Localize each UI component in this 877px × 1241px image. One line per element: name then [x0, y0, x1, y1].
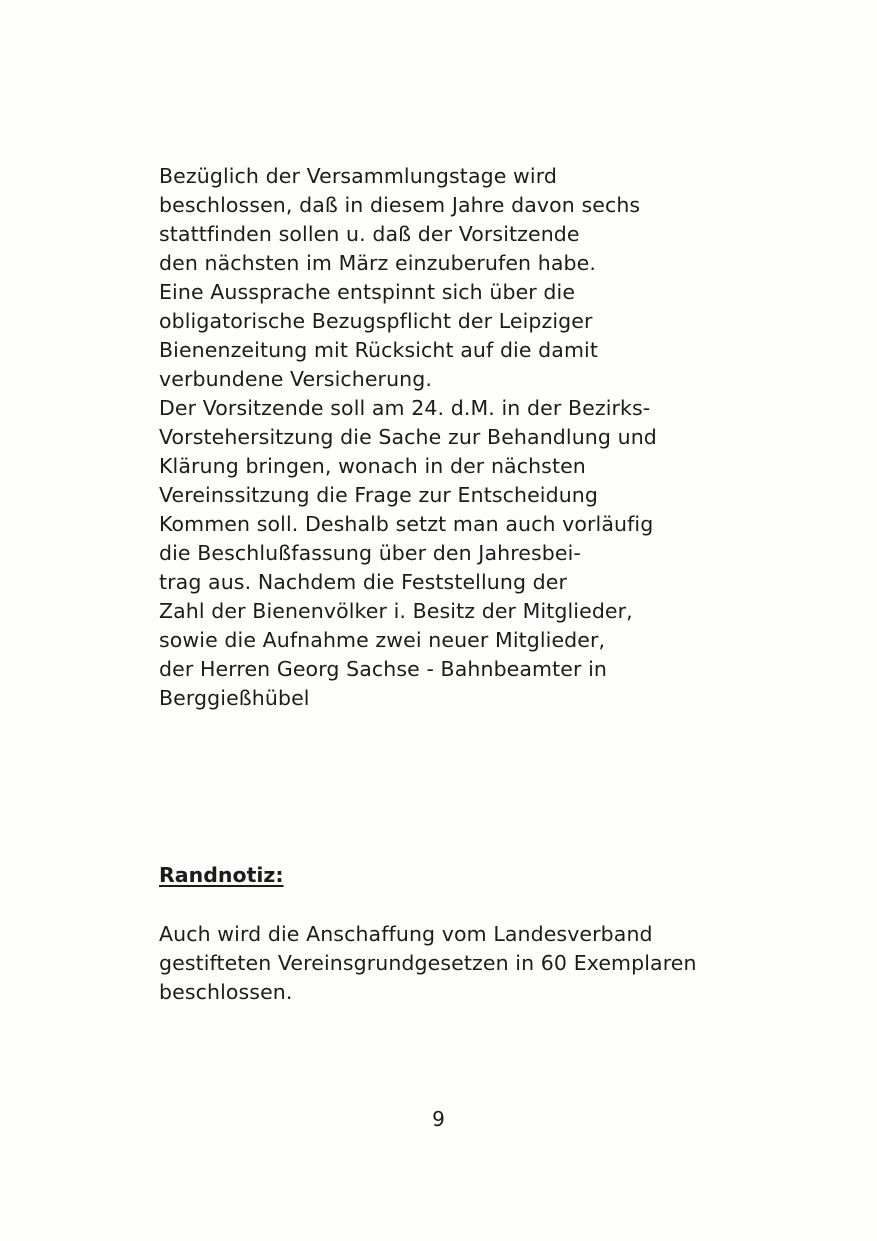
body-line: Kommen soll. Deshalb setzt man auch vorläufig [159, 512, 654, 536]
body-line: sowie die Aufnahme zwei neuer Mitglieder, [159, 628, 606, 652]
body-line: Bienenzeitung mit Rücksicht auf die damit [159, 338, 598, 362]
margin-note-line: Auch wird die Anschaffung vom Landesverband [159, 922, 653, 946]
body-line: Zahl der Bienenvölker i. Besitz der Mitglieder, [159, 599, 633, 623]
body-line: Der Vorsitzende soll am 24. d.M. in der Bezirks- [159, 396, 651, 420]
body-line: Klärung bringen, wonach in der nächsten [159, 454, 586, 478]
body-line: obligatorische Bezugspflicht der Leipziger [159, 309, 593, 333]
page-number: 9 [432, 1107, 445, 1131]
body-line: trag aus. Nachdem die Feststellung der [159, 570, 568, 594]
body-line: Bezüglich der Versammlungstage wird [159, 164, 557, 188]
body-line: den nächsten im März einzuberufen habe. [159, 251, 596, 275]
body-line: beschlossen, daß in diesem Jahre davon sechs [159, 193, 641, 217]
body-line: Vorstehersitzung die Sache zur Behandlung und [159, 425, 657, 449]
body-line: die Beschlußfassung über den Jahresbei- [159, 541, 581, 565]
margin-note-text [159, 920, 697, 1007]
body-line: verbundene Versicherung. [159, 367, 432, 391]
margin-note-heading: Randnotiz: [159, 863, 284, 887]
body-line: Vereinssitzung die Frage zur Entscheidung [159, 483, 599, 507]
body-line: stattfinden sollen u. daß der Vorsitzende [159, 222, 580, 246]
body-line: Eine Aussprache entspinnt sich über die [159, 280, 576, 304]
body-line: Berggießhübel [159, 686, 310, 710]
margin-note-line: beschlossen. [159, 980, 293, 1004]
body-line: der Herren Georg Sachse - Bahnbeamter in [159, 657, 608, 681]
margin-note-line: gestifteten Vereinsgrundgesetzen in 60 Exemplaren [159, 951, 697, 975]
body-paragraph [159, 162, 657, 713]
